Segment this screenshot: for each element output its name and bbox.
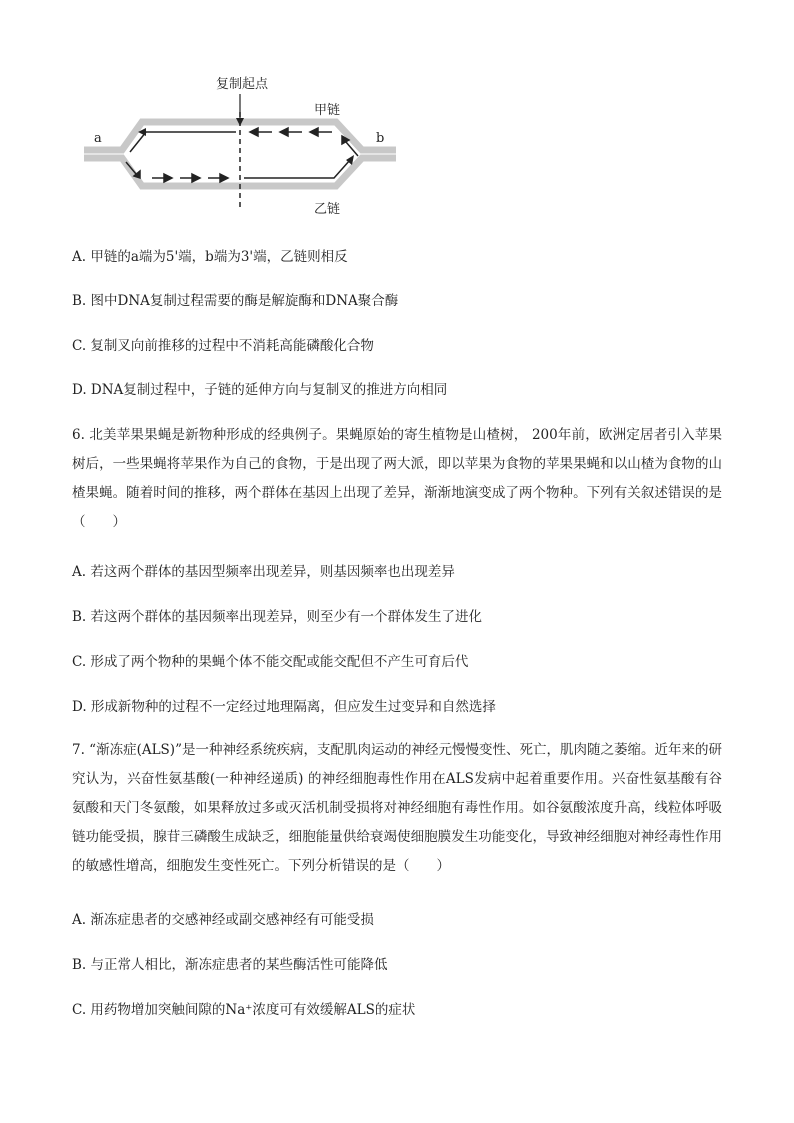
q7-option-a: A. 渐冻症患者的交感神经或副交感神经有可能受损 — [72, 912, 374, 928]
q6-option-b: B. 若这两个群体的基因频率出现差异，则至少有一个群体发生了进化 — [72, 609, 483, 625]
q5-option-b: B. 图中DNA复制过程需要的酶是解旋酶和DNA聚合酶 — [72, 293, 399, 309]
strand-yi-label: 乙链 — [314, 202, 341, 217]
origin-label: 复制起点 — [216, 77, 269, 92]
q6-stem: 6. 北美苹果果蝇是新物种形成的经典例子。果蝇原始的寄生植物是山楂树， 200年前，欧洲定居者引入苹果树后，一些果蝇将苹果作为自己的食物，于是出现了两大派，即以苹果为食物的苹果果蝇和以山楂为食物的山楂果蝇。随着时间的推移，两个群体在基因上出现了差异，渐渐地演变成了两个物种。下列有关叙述错误的是（ ） — [72, 427, 722, 530]
dna-replication-diagram — [70, 70, 410, 230]
q7-option-b: B. 与正常人相比，渐冻症患者的某些酶活性可能降低 — [72, 957, 388, 973]
q5-option-d: D. DNA复制过程中，子链的延伸方向与复制叉的推进方向相同 — [72, 382, 448, 398]
q6-option-c: C. 形成了两个物种的果蝇个体不能交配或能交配但不产生可育后代 — [72, 654, 469, 670]
q6-option-d: D. 形成新物种的过程不一定经过地理隔离，但应发生过变异和自然选择 — [72, 699, 496, 715]
q5-option-a: A. 甲链的a端为5'端，b端为3'端，乙链则相反 — [72, 249, 348, 265]
q7-option-c: C. 用药物增加突触间隙的Na⁺浓度可有效缓解ALS的症状 — [72, 1002, 416, 1018]
strand-jia-label: 甲链 — [314, 103, 341, 118]
q7-stem: 7. “渐冻症(ALS)”是一种神经系统疾病，支配肌肉运动的神经元慢慢变性、死亡，肌肉随之萎缩。近年来的研究认为，兴奋性氨基酸(一种神经递质) 的神经细胞毒性作用在ALS发病中起着重要作用。兴奋性氨基酸有谷氨酸和天门冬氨酸，如果释放过多或灭活机制受损将对神经细胞有毒性作用。如谷氨酸浓度升高，线粒体呼吸链功能受损，腺苷三磷酸生成缺乏，细胞能量供给衰竭使细胞膜发生功能变化，导致神经细胞对神经毒性作用的敏感性增高，细胞发生变性死亡。下列分析错误的是（ ） — [72, 742, 722, 874]
end-b-label: b — [376, 131, 385, 146]
end-a-label: a — [94, 131, 102, 146]
bottom-right-daughter-strand — [244, 160, 350, 178]
q6-option-a: A. 若这两个群体的基因型频率出现差异，则基因频率也出现差异 — [72, 564, 455, 580]
q5-option-c: C. 复制叉向前推移的过程中不消耗高能磷酸化合物 — [72, 338, 374, 354]
